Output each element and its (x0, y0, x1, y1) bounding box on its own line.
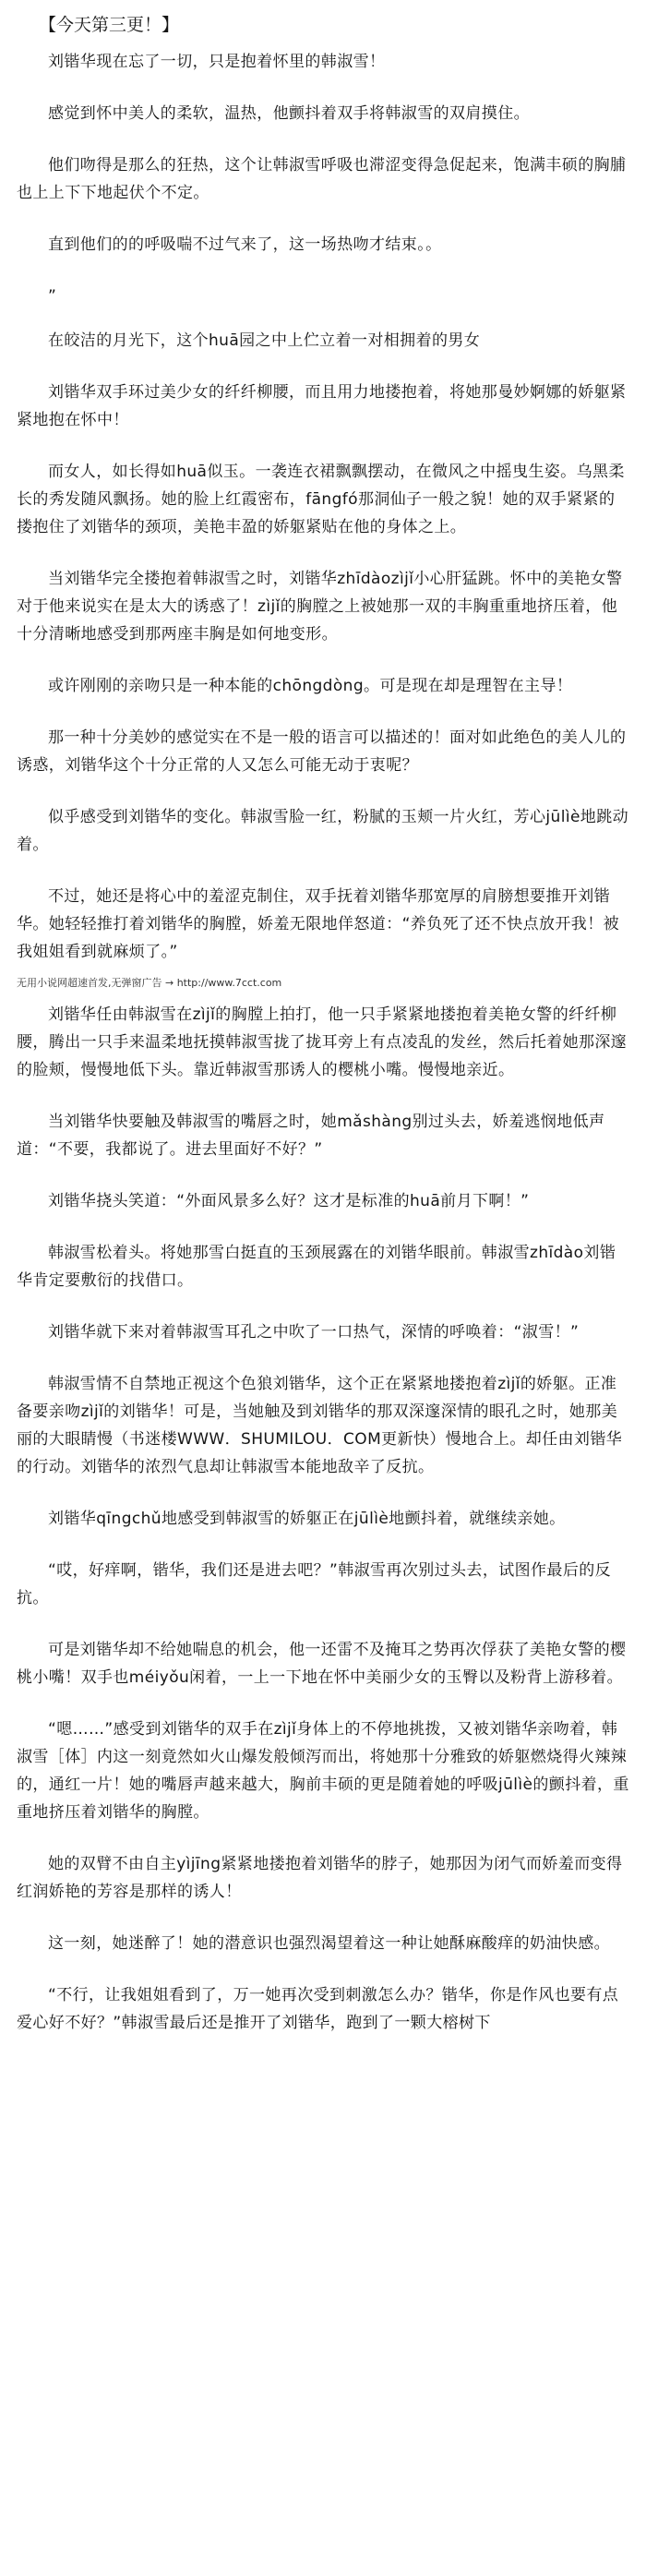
paragraph: 刘锴华任由韩淑雪在zìjǐ的胸膛上拍打，他一只手紧紧地搂抱着美艳女警的纤纤柳腰，腾出一只手来温柔地抚摸韩淑雪拢了拢耳旁上有点凌乱的发丝，然后托着她那深邃的脸颊，慢慢地低下头。靠近韩淑雪那诱人的樱桃小嘴。慢慢地亲近。 (17, 1005, 628, 1079)
chapter-update-notice: 【今天第三更！】 (39, 15, 180, 35)
paragraph: 不过，她还是将心中的羞涩克制住，双手抚着刘锴华那宽厚的肩膀想要推开刘锴华。她轻轻推打着刘锴华的胸膛，娇羞无限地佯怒道：“养负死了还不快点放开我！被我姐姐看到就麻烦了。” (17, 887, 620, 961)
paragraph: 刘锴华挠头笑道：“外面风景多么好？这才是标准的huā前月下啊！” (48, 1192, 530, 1210)
paragraph: 刘锴华双手环过美少女的纤纤柳腰，而且用力地搂抱着，将她那曼妙婀娜的娇躯紧紧地抱在怀中！ (17, 383, 627, 429)
paragraph: 这一刻，她迷醉了！她的潜意识也强烈渴望着这一种让她酥麻酸痒的奶油快感。 (48, 1934, 610, 1953)
paragraph: 可是刘锴华却不给她喘息的机会，他一还雷不及掩耳之势再次俘获了美艳女警的樱桃小嘴！双手也méiyǒu闲着，一上一下地在怀中美丽少女的玉臀以及粉背上游移着。 (17, 1641, 627, 1687)
paragraph: 在皎洁的月光下，这个huā园之中上伫立着一对相拥着的男女 (48, 331, 481, 350)
paragraph: “不行，让我姐姐看到了，万一她再次受到刺激怎么办？锴华，你是作风也要有点爱心好不好？”韩淑雪最后还是推开了刘锴华，跑到了一颗大榕树下 (17, 1986, 619, 2032)
paragraph: 刘锴华现在忘了一切，只是抱着怀里的韩淑雪！ (48, 53, 386, 71)
paragraph: 那一种十分美妙的感觉实在不是一般的语言可以描述的！面对如此绝色的美人儿的诱惑，刘锴华这个十分正常的人又怎么可能无动于衷呢？ (17, 728, 627, 775)
paragraph: 或许刚刚的亲吻只是一种本能的chōngdòng。可是现在却是理智在主导！ (48, 677, 573, 695)
paragraph-quote-mark: ” (48, 287, 57, 306)
paragraph: “嗯……”感受到刘锴华的双手在zìjǐ身体上的不停地挑拨，又被刘锴华亲吻着，韩淑雪［体］内这一刻竟然如火山爆发般倾泻而出，将她那十分雅致的娇躯燃烧得火辣辣的，通红一片！她的嘴唇声越来越大，胸前丰硕的更是随着她的呼吸jūlìè的颤抖着，重重地挤压着刘锴华的胸膛。 (17, 1720, 629, 1822)
paragraph: 刘锴华就下来对着韩淑雪耳孔之中吹了一口热气，深情的呼唤着：“淑雪！” (48, 1323, 580, 1342)
paragraph: 韩淑雪情不自禁地正视这个色狼刘锴华，这个正在紧紧地搂抱着zìjǐ的娇躯。正准备要亲吻zìjǐ的刘锴华！可是，当她触及到刘锴华的那双深邃深情的眼孔之时，她那美丽的大眼睛慢（书迷楼WWW．SHUMILOU．COM更新快）慢地合上。却任由刘锴华的行动。刘锴华的浓烈气息却让韩淑雪本能地敌辛了反抗。 (17, 1375, 623, 1476)
paragraph: 感觉到怀中美人的柔软，温热，他颤抖着双手将韩淑雪的双肩摸住。 (48, 104, 530, 123)
site-watermark: 无用小说网超速首发,无弹窗广告 → http://www.7cct.com (17, 977, 282, 989)
paragraph: 而女人，如长得如huā似玉。一袭连衣裙飘飘摆动，在微风之中摇曳生姿。乌黑柔长的秀发随风飘扬。她的脸上红霞密布，fāngfó那洞仙子一般之貌！她的双手紧紧的搂抱住了刘锴华的颈项，美艳丰盈的娇躯紧贴在他的身体之上。 (17, 463, 625, 536)
paragraph: 当刘锴华快要触及韩淑雪的嘴唇之时，她mǎshàng别过头去，娇羞逃悯地低声道：“不要，我都说了。进去里面好不好？” (17, 1113, 605, 1159)
paragraph: “哎，好痒啊，锴华，我们还是进去吧？”韩淑雪再次别过头去，试图作最后的反抗。 (17, 1561, 612, 1607)
paragraph: 韩淑雪松着头。将她那雪白挺直的玉颈展露在的刘锴华眼前。韩淑雪zhīdào刘锴华肯定要敷衍的找借口。 (17, 1244, 616, 1290)
paragraph: 似乎感受到刘锴华的变化。韩淑雪脸一红，粉腻的玉颊一片火红，芳心jūlìè地跳动着。 (17, 808, 629, 854)
paragraph: 他们吻得是那么的狂热，这个让韩淑雪呼吸也滞涩变得急促起来，饱满丰硕的胸脯也上上下下地起伏个不定。 (17, 156, 627, 202)
paragraph: 当刘锴华完全搂抱着韩淑雪之时，刘锴华zhīdàozìjǐ小心肝猛跳。怀中的美艳女警对于他来说实在是太大的诱惑了！zìjǐ的胸膛之上被她那一双的丰胸重重地挤压着，他十分清晰地感受到那两座丰胸是如何地变形。 (17, 570, 623, 644)
paragraph: 直到他们的的呼吸喘不过气来了，这一场热吻才结束。。 (48, 235, 442, 254)
paragraph: 刘锴华qīngchǔ地感受到韩淑雪的娇躯正在jūlìè地颤抖着，就继续亲她。 (48, 1510, 566, 1528)
paragraph: 她的双臂不由自主yìjīng紧紧地搂抱着刘锴华的脖子，她那因为闭气而娇羞而变得红润娇艳的芳容是那样的诱人！ (17, 1855, 623, 1901)
